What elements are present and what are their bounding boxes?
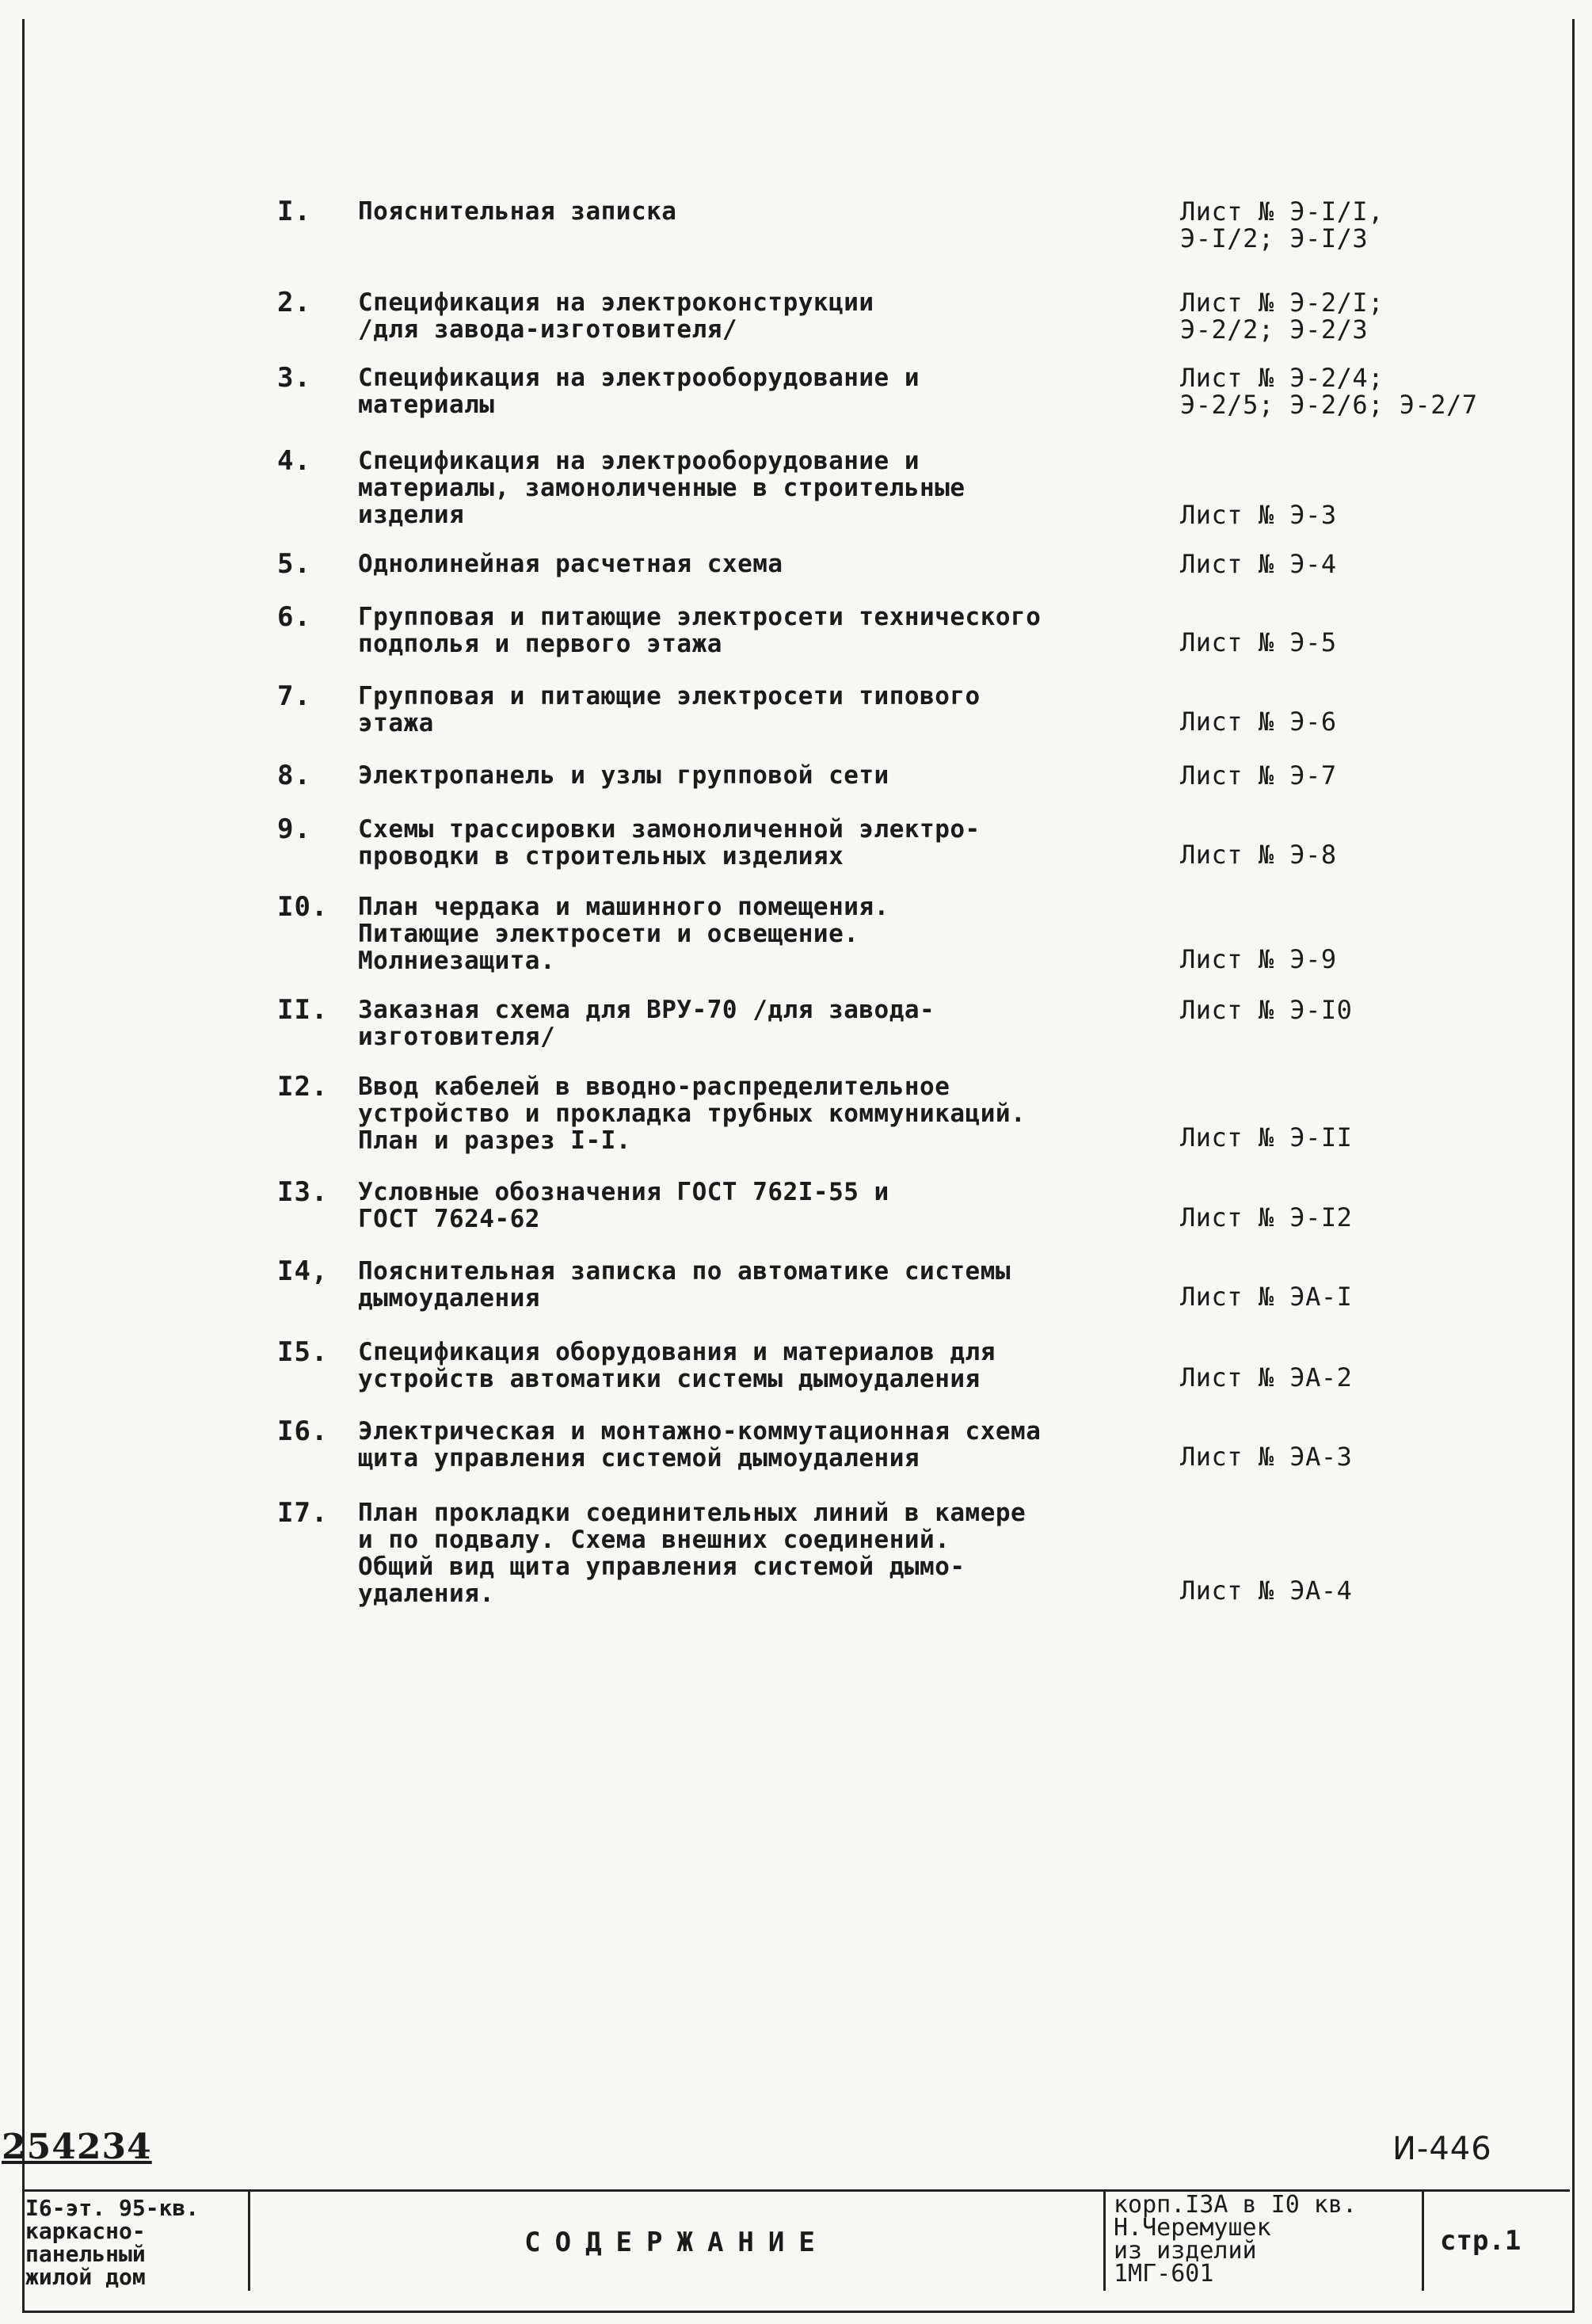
contents-item-number: I5. [277,1336,329,1368]
contents-item-title: Схемы трассировки замоноличенной электро- проводки в строительных изделиях [358,815,981,871]
contents-item-sheet-ref: Лист № Э-II [1180,1122,1353,1152]
contents-item-sheet-ref: Лист № Э-I0 [1180,995,1353,1025]
title-block-project-cell [22,2192,250,2291]
title-block [22,2189,1570,2291]
contents-item-number: I0. [277,891,329,923]
contents-item-number: I. [277,196,311,227]
contents-item-number: 5. [277,548,311,580]
contents-item-title: Спецификация на электроконструкции /для завода-изготовителя/ [358,288,874,344]
contents-item-sheet-ref: Лист № Э-3 [1180,500,1337,530]
contents-item-number: I7. [277,1497,329,1529]
contents-item-title: План чердака и машинного помещения. Питающие электросети и освещение. Молниезащита. [358,893,889,975]
contents-item-sheet-ref: Лист № ЭА-2 [1180,1362,1353,1392]
contents-item-sheet-ref: Лист № Э-7 [1180,760,1337,791]
contents-item-title: Условные обозначения ГОСТ 762I-55 и ГОСТ 7624-62 [358,1178,889,1233]
contents-item-number: I2. [277,1071,329,1103]
contents-item-title: Групповая и питающие электросети типового этажа [358,682,981,737]
contents-item-sheet-ref: Лист № ЭА-4 [1180,1575,1353,1606]
contents-item-sheet-ref: Лист № Э-I/I, Э-I/2; Э-I/3 [1180,196,1384,253]
page-number: стр.1 [1440,2225,1522,2257]
contents-item-number: 6. [277,601,311,633]
title-block-location-cell [1106,2192,1424,2291]
contents-item-sheet-ref: Лист № ЭА-3 [1180,1442,1353,1472]
contents-item-title: Пояснительная записка по автоматике системы дымоудаления [358,1257,1011,1312]
contents-item-title: Ввод кабелей в вводно-распределительное устройство и прокладка трубных коммуникаций. План и разрез I-I. [358,1072,1026,1155]
inventory-number: 254234 [2,2127,152,2167]
project-name: I6-эт. 95-кв. каркасно- панельный жилой дом [25,2195,200,2290]
contents-item-sheet-ref: Лист № Э-2/I; Э-2/2; Э-2/3 [1180,288,1384,345]
contents-item-number: I4, [277,1255,329,1287]
contents-item-number: 7. [277,680,311,712]
contents-item-number: 2. [277,287,311,318]
contents-item-title: Электрическая и монтажно-коммутационная схема щита управления системой дымоудаления [358,1417,1042,1473]
contents-item-title: Спецификация оборудования и материалов для устройств автоматики системы дымоудаления [358,1338,996,1393]
contents-item-sheet-ref: Лист № Э-8 [1180,840,1337,870]
contents-item-sheet-ref: Лист № Э-6 [1180,707,1337,737]
contents-item-title: Спецификация на электрооборудование и материалы [358,364,920,419]
contents-item-number: I6. [277,1415,329,1447]
document-title: СОДЕРЖАНИЕ [524,2227,829,2258]
contents-item-number: I3. [277,1176,329,1208]
contents-item-sheet-ref: Лист № Э-5 [1180,627,1337,657]
title-block-title-cell [250,2192,1106,2291]
contents-item-title: Спецификация на электрооборудование и материалы, замоноличенные в строительные изделия [358,447,965,529]
contents-item-sheet-ref: Лист № Э-4 [1180,549,1337,579]
contents-item-number: 3. [277,362,311,394]
contents-item-title: Заказная схема для ВРУ-70 /для завода- изготовителя/ [358,996,935,1051]
contents-item-number: 9. [277,813,311,845]
building-location: корп.I3А в I0 кв. Н.Черемушек из изделий 1МГ-601 [1114,2191,1358,2288]
contents-item-title: План прокладки соединительных линий в камере и по подвалу. Схема внешних соединений. Общий вид щита управления системой дымо- удаления. [358,1499,1026,1608]
contents-item-number: II. [277,994,329,1026]
contents-item-title: Однолинейная расчетная схема [358,550,783,578]
contents-item-number: 4. [277,445,311,477]
contents-item-title: Пояснительная записка [358,197,677,226]
contents-item-sheet-ref: Лист № ЭА-I [1180,1282,1353,1312]
contents-item-sheet-ref: Лист № Э-9 [1180,944,1337,974]
contents-item-sheet-ref: Лист № Э-2/4; Э-2/5; Э-2/6; Э-2/7 [1180,363,1478,420]
contents-item-title: Групповая и питающие электросети технического подполья и первого этажа [358,603,1042,658]
title-block-page-cell [1424,2192,1570,2291]
contents-item-title: Электропанель и узлы групповой сети [358,761,889,790]
contents-item-number: 8. [277,760,311,791]
contents-item-sheet-ref: Лист № Э-I2 [1180,1202,1353,1232]
document-number: И-446 [1392,2131,1492,2167]
